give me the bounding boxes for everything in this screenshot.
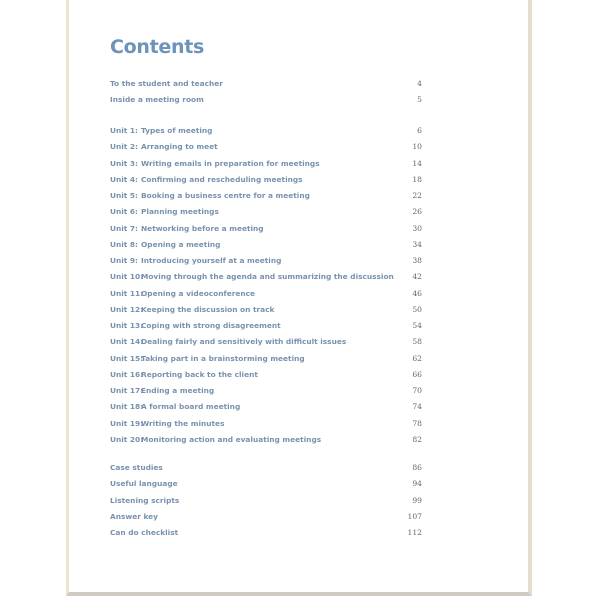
toc-entry [110, 157, 422, 171]
toc-entry [110, 526, 422, 540]
unit-number: Unit 10: [110, 272, 144, 282]
unit-number: Unit 18: [110, 402, 144, 412]
toc-entry [110, 319, 422, 333]
page-number: 26 [412, 207, 422, 217]
unit-number: Unit 14: [110, 337, 144, 347]
toc-entry [110, 189, 422, 203]
page-number: 54 [412, 321, 422, 331]
toc-entry [110, 510, 422, 524]
entry-title: Confirming and rescheduling meetings [141, 174, 303, 184]
toc-entry [110, 254, 422, 268]
unit-number: Unit 15: [110, 353, 144, 363]
unit-number: Unit 3: [110, 158, 138, 168]
page-number: 10 [412, 142, 422, 152]
entry-title: Taking part in a brainstorming meeting [141, 353, 305, 363]
entry-title: Planning meetings [141, 207, 219, 217]
entry-title: Booking a business centre for a meeting [141, 191, 310, 201]
entry-title: Useful language [110, 479, 178, 489]
entry-title: Case studies [110, 463, 163, 472]
page-number: 18 [412, 174, 422, 184]
unit-number: Unit 8: [110, 239, 138, 249]
page-number: 4 [417, 79, 422, 88]
unit-number: Unit 4: [110, 174, 138, 184]
page-title: Contents [110, 36, 205, 58]
entry-title: Coping with strong disagreement [141, 321, 281, 331]
toc-entry [110, 140, 422, 154]
unit-number: Unit 19: [110, 418, 144, 428]
toc-entry [110, 417, 422, 431]
toc-entry [110, 222, 422, 236]
page-number: 74 [412, 402, 422, 412]
toc-entry [110, 287, 422, 301]
entry-title: To the student and teacher [110, 79, 223, 88]
toc-entry [110, 335, 422, 349]
entry-title: Types of meeting [141, 126, 213, 135]
entry-title: Dealing fairly and sensitively with difficult issues [141, 337, 347, 347]
toc-entry [110, 352, 422, 366]
unit-number: Unit 1: [110, 126, 138, 135]
unit-number: Unit 9: [110, 256, 138, 266]
unit-number: Unit 2: [110, 142, 138, 152]
page-number: 62 [412, 353, 422, 363]
toc-entry [110, 433, 422, 447]
page-number: 30 [412, 223, 422, 233]
page-number: 78 [412, 418, 422, 428]
page-number: 46 [412, 288, 422, 298]
toc-entry [110, 173, 422, 187]
entry-title: Reporting back to the client [141, 369, 258, 379]
page-number: 82 [412, 434, 422, 444]
entry-title: Arranging to meet [141, 142, 218, 152]
page-number: 70 [412, 386, 422, 396]
unit-number: Unit 12: [110, 304, 144, 314]
unit-number: Unit 11: [110, 288, 144, 298]
page-number: 38 [412, 256, 422, 266]
entry-title: Networking before a meeting [141, 223, 264, 233]
unit-number: Unit 17: [110, 386, 144, 396]
toc-entry [110, 124, 422, 138]
page-number: 99 [412, 495, 422, 505]
page-number: 22 [412, 191, 422, 201]
toc-entry [110, 93, 422, 107]
entry-title: A formal board meeting [141, 402, 241, 412]
page-number: 112 [407, 528, 422, 538]
toc-entry [110, 270, 422, 284]
toc-entry [110, 238, 422, 252]
toc-entry [110, 368, 422, 382]
unit-number: Unit 6: [110, 207, 138, 217]
entry-title: Monitoring action and evaluating meetings [141, 434, 322, 444]
unit-number: Unit 7: [110, 223, 138, 233]
page-number: 86 [412, 463, 422, 472]
entry-title: Can do checklist [110, 528, 179, 538]
toc-entry [110, 461, 422, 475]
page-number: 58 [412, 337, 422, 347]
toc-entry [110, 303, 422, 317]
entry-title: Listening scripts [110, 495, 180, 505]
entry-title: Moving through the agenda and summarizing the discussion [141, 272, 394, 282]
toc-entry [110, 477, 422, 491]
entry-title: Opening a videoconference [141, 288, 256, 298]
entry-title: Writing emails in preparation for meetings [141, 158, 320, 168]
entry-title: Ending a meeting [141, 386, 215, 396]
toc-entry [110, 77, 422, 91]
entry-title: Keeping the discussion on track [141, 304, 275, 314]
unit-number: Unit 20: [110, 434, 144, 444]
page-number: 66 [412, 369, 422, 379]
page-number: 42 [412, 272, 422, 282]
entry-title: Answer key [110, 511, 158, 521]
page-number: 94 [412, 479, 422, 489]
entry-title: Opening a meeting [141, 239, 221, 249]
entry-title: Introducing yourself at a meeting [141, 256, 282, 266]
toc-entry [110, 400, 422, 414]
entry-title: Inside a meeting room [110, 95, 204, 105]
page-number: 14 [412, 158, 422, 168]
unit-number: Unit 16: [110, 369, 144, 379]
page-number: 5 [417, 95, 422, 105]
toc-entry [110, 494, 422, 508]
entry-title: Writing the minutes [141, 418, 225, 428]
page-number: 34 [412, 239, 422, 249]
toc-entry [110, 384, 422, 398]
unit-number: Unit 13: [110, 321, 144, 331]
page-number: 107 [407, 511, 422, 521]
page-number: 50 [412, 304, 422, 314]
toc-entry [110, 205, 422, 219]
unit-number: Unit 5: [110, 191, 138, 201]
page-number: 6 [417, 126, 422, 135]
